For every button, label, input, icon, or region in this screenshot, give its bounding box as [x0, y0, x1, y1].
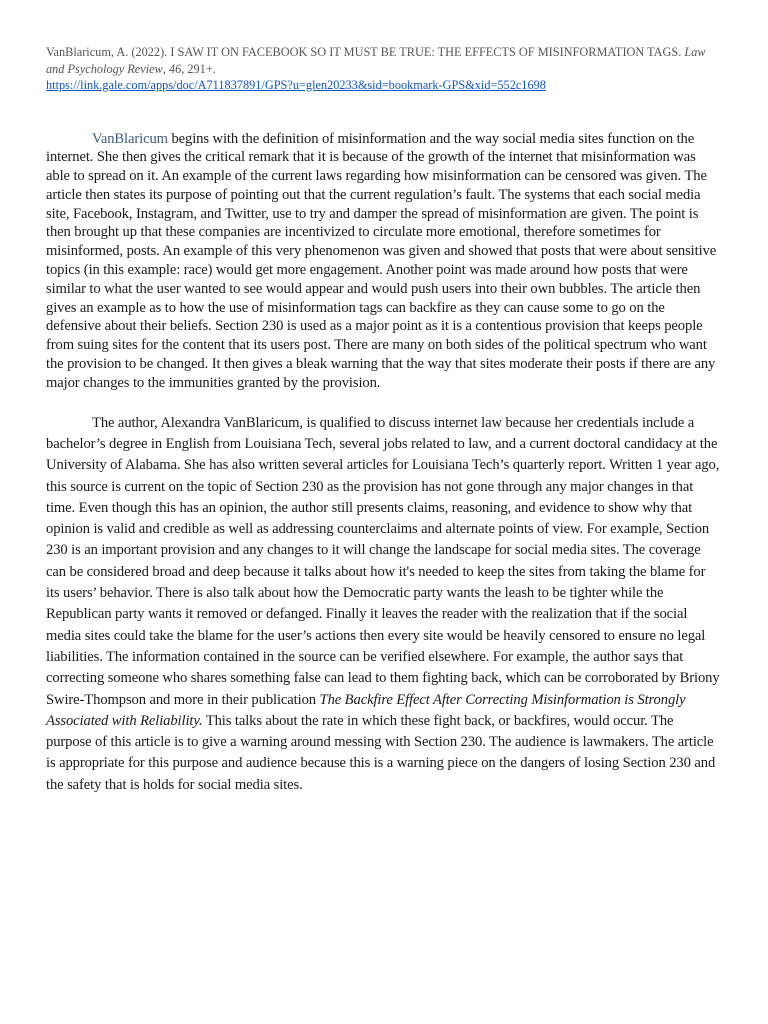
citation-link[interactable]: https://link.gale.com/apps/doc/A711837891/GPS?u=glen20233&sid=bookmark-GPS&xid=552c1698: [46, 78, 546, 92]
citation-journal: Law and Psychology Review: [46, 45, 706, 76]
citation: [46, 44, 722, 94]
citation-separator: ,: [162, 61, 169, 76]
citation-volume: 46: [168, 61, 182, 76]
summary-paragraph: [46, 130, 722, 393]
summary-paragraph-text: begins with the definition of misinformation and the way social media sites function on the internet. She then gives the critical remark that it is because of the growth of the internet that misinformation was able to spread on it. An example of the current laws regarding how misinformation can be censored was given. The article then states its purpose of pointing out that the current regulation’s fault. The systems that each social media site, Facebook, Instagram, and Twitter, use to try and damper the spread of misinformation are given. The point is then brought up that these companies are incentivized to circulate more emotional, therefore sometimes for misinformed, posts. An example of this very phenomenon was given and showed that posts that were about sensitive topics (in this example: race) would get more engagement. Another point was made around how posts that were similar to what the user wanted to see would appear and would push users into their own bubbles. The article then gives an example as to how the use of misinformation tags can backfire as they can cause some to go on the defensive about their beliefs. Section 230 is used as a major point as it is a contentious provision that keeps people from suing sites for the content that its users post. There are many on both sides of the political spectrum who want the provision to be changed. It then gives a bleak warning that the way that sites moderate their posts if there are any major changes to the immunities granted by the provision.: [46, 130, 717, 391]
evaluation-paragraph-conclusion: This talks about the rate in which these fight back, or backfires, would occur. The purpose of this article is to give a warning around messing with Section 230. The audience is lawmakers. The article is appropriate for this purpose and audience because this is a warning piece on the dangers of losing Section 230 and the safety that is holds for social media sites.: [46, 712, 716, 793]
evaluation-paragraph: [46, 413, 722, 796]
referenced-publication-title: The Backfire Effect After Correcting Misinformation is Strongly Associated with Reliability.: [46, 691, 686, 729]
author-name-highlight: VanBlaricum: [92, 130, 168, 147]
citation-text: VanBlaricum, A. (2022). I SAW IT ON FACEBOOK SO IT MUST BE TRUE: THE EFFECTS OF MISINFORMATION TAGS.: [46, 45, 685, 59]
citation-pages: , 291+.: [181, 61, 216, 76]
evaluation-paragraph-text: The author, Alexandra VanBlaricum, is qualified to discuss internet law because her credentials include a bachelor’s degree in English from Louisiana Tech, several jobs related to law, and a current doctoral candidacy at the University of Alabama. She has also written several articles for Louisiana Tech’s quarterly report. Written 1 year ago, this source is current on the topic of Section 230 as the provision has not gone through any major changes in that time. Even though this has an opinion, the author still presents claims, reasoning, and evidence to show why that opinion is valid and credible as well as addressing counterclaims and alternate points of view. For example, Section 230 is an important provision and any changes to it will change the landscape for social media sites. The coverage can be considered broad and deep because it talks about how it's needed to keep the sites from taking the blame for its users’ behavior. There is also talk about how the Democratic party wants the leash to be tighter while the Republican party wants it removed or defanged. Finally it leaves the reader with the realization that if the social media sites could take the blame for the user’s actions then every site would be heavily censored to ensure no legal liabilities. The information contained in the source can be verified elsewhere. For example, the author says that correcting someone who shares something false can lead to them fighting back, which can be corroborated by Briony Swire-Thompson and more in their publication: [46, 414, 720, 708]
